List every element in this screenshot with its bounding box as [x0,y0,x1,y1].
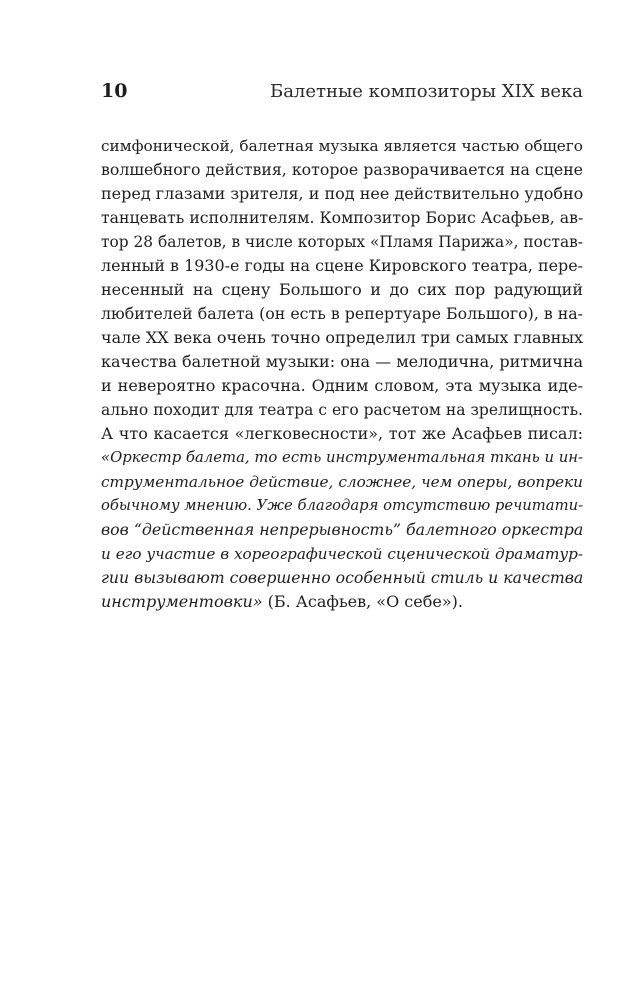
text-line: и невероятно красочна. Одним словом, эта музыка иде- [101,376,583,395]
text-line: симфонической, балетная музыка является частью общего [101,137,583,155]
text-line: любителей балета (он есть в репертуаре Большого), в на- [101,304,583,323]
text-line: перед глазами зрителя, и под нее действительно удобно [101,184,584,203]
quote-line: вов “действенная непрерывность” балетного оркестра [101,520,584,539]
body-text [101,134,583,614]
text-line: волшебного действия, которое разворачивается на сцене [101,160,583,179]
quote-line: струментальное действие, сложнее, чем оперы, вопреки [101,473,583,491]
page-number: 10 [101,80,128,102]
quote-line: «Оркестр балета, то есть инструментальная ткань и ин- [101,449,584,466]
quote-final-line [101,590,583,614]
text-line: чале XX века очень точно определил три самых главных [101,328,583,347]
citation: (Б. Асафьев, «О себе»). [262,592,463,611]
text-line: ленный в 1930-е годы на сцене Кировского театра, пере- [101,256,583,275]
text-line: несенный на сцену Большого и до сих пор радующий [101,280,583,299]
page-header [101,80,583,110]
text-line: тор 28 балетов, в числе которых «Пламя Парижа», постав- [101,233,583,251]
text-line: танцевать исполнителям. Композитор Борис Асафьев, ав- [101,208,584,227]
running-title: Балетные композиторы XIX века [269,81,583,102]
quote-line: и его участие в хореографической сценической драматур- [101,545,583,563]
quote-end: инструментовки» [101,592,263,611]
text-line: ально походит для театра с его расчетом на зрелищность. [101,401,583,419]
text-line: А что касается «легковесности», тот же Асафьев писал: [101,424,583,443]
text-line: качества балетной музыки: она — мелодична, ритмична [101,352,584,371]
quote-line: гии вызывают совершенно особенный стиль и качества [101,568,584,587]
quote-line: обычному мнению. Уже благодаря отсутствию речитати- [101,497,584,514]
